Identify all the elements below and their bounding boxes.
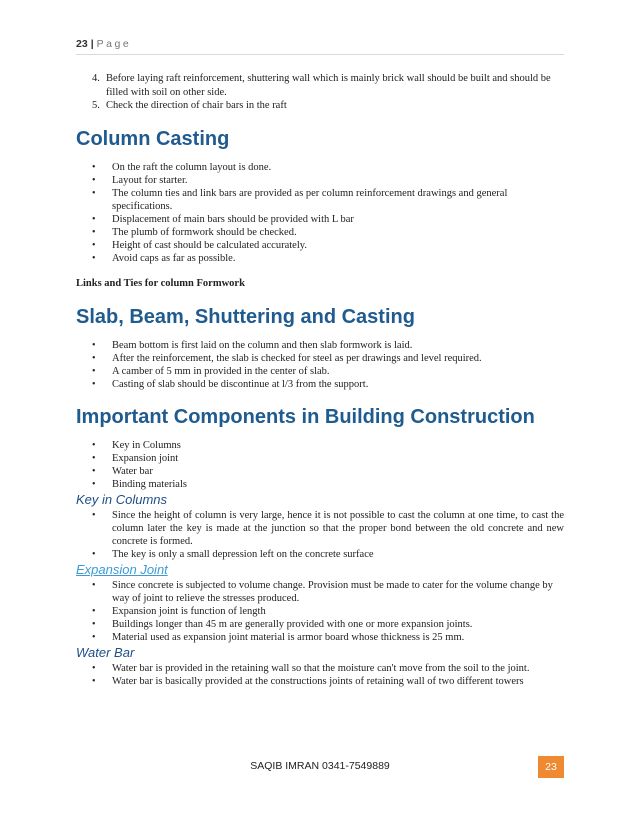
footer-author: SAQIB IMRAN 0341-7549889: [250, 760, 390, 772]
water-bar-list: [76, 662, 564, 688]
list-item: • Water bar is basically provided at the constructions joints of retaining wall of two different towers: [92, 675, 524, 687]
numbered-list: [76, 72, 564, 113]
heading-slab-beam: Slab, Beam, Shuttering and Casting: [76, 305, 415, 328]
slab-beam-list: [76, 339, 564, 391]
list-item: 4. Before laying raft reinforcement, shuttering wall which is mainly brick wall should be built and should be filled with soil on other side.: [92, 73, 551, 98]
list-item: • Binding materials: [92, 478, 187, 490]
expansion-joint-list: [76, 579, 564, 644]
column-casting-list: [76, 161, 564, 265]
list-item: • Beam bottom is first laid on the column and then slab formwork is laid.: [92, 339, 413, 351]
page-content: [76, 72, 564, 688]
list-item: • Since the height of column is very large, hence it is not possible to cast the column at one time, to cast the column later the key is made at the junction so that the proper bond between the old concrete and new concrete is formed.: [92, 509, 564, 547]
list-item: • The column ties and link bars are provided as per column reinforcement drawings and general specifications.: [92, 187, 508, 212]
list-item: • Expansion joint: [92, 452, 179, 464]
key-in-columns-list: [76, 509, 564, 561]
list-item: • Material used as expansion joint material is armor board whose thickness is 25 mm.: [92, 631, 465, 643]
list-item: • Expansion joint is function of length: [92, 605, 266, 617]
list-item: • Buildings longer than 45 m are generally provided with one or more expansion joints.: [92, 618, 473, 630]
subheading-expansion-joint[interactable]: Expansion Joint: [76, 561, 168, 577]
heading-column-casting: Column Casting: [76, 127, 230, 150]
list-item: • Layout for starter.: [92, 174, 188, 186]
list-item: • On the raft the column layout is done.: [92, 161, 272, 173]
list-item: • The plumb of formwork should be checked.: [92, 226, 297, 238]
list-item: • After the reinforcement, the slab is checked for steel as per drawings and level required.: [92, 352, 482, 364]
list-item: • Water bar is provided in the retaining wall so that the moisture can't move from the soil to the joint.: [92, 662, 530, 674]
list-item: • Avoid caps as far as possible.: [92, 252, 236, 264]
links-and-ties-heading: Links and Ties for column Formwork: [76, 277, 245, 289]
header-separator: |: [90, 38, 94, 50]
footer-page-number-box: 23: [538, 756, 564, 778]
list-item: • Since concrete is subjected to volume change. Provision must be made to cater for the volume change by way of joint to relieve the stresses produced.: [92, 579, 553, 604]
list-item: 5. Check the direction of chair bars in the raft: [92, 100, 287, 111]
list-item: • Displacement of main bars should be provided with L bar: [92, 213, 354, 225]
heading-components: Important Components in Building Construction: [76, 405, 535, 428]
list-item: • Height of cast should be calculated accurately.: [92, 239, 307, 251]
subheading-key-in-columns: Key in Columns: [76, 491, 168, 507]
list-item: • Casting of slab should be discontinue at l/3 from the support.: [92, 378, 369, 390]
list-item: • A camber of 5 mm in provided in the center of slab.: [92, 365, 330, 377]
list-item: • The key is only a small depression left on the concrete surface: [92, 548, 374, 560]
subheading-water-bar: Water Bar: [76, 644, 135, 660]
list-item: • Key in Columns: [92, 439, 181, 451]
list-item: • Water bar: [92, 465, 153, 477]
page-footer: [76, 756, 564, 778]
header-page-number: 23: [76, 38, 88, 50]
header-page-word: Page: [96, 38, 132, 50]
components-list: [76, 439, 564, 491]
page-header: [76, 38, 564, 55]
